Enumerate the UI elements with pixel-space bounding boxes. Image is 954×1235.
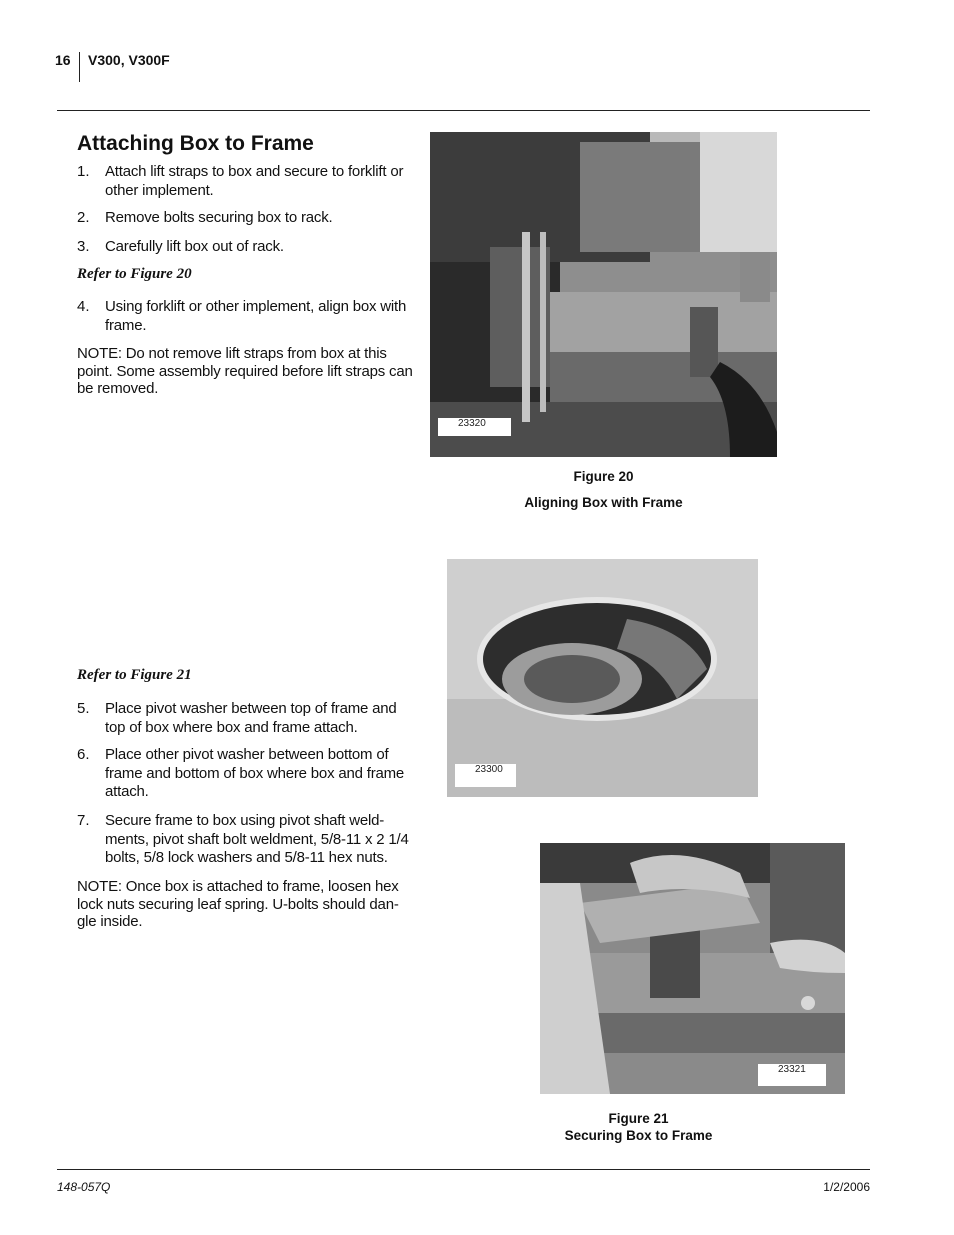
photo-id-tag: 23321 <box>758 1064 826 1086</box>
step-2 <box>77 209 417 228</box>
figure-21-photo <box>540 843 845 1094</box>
photo-id-tag: 23320 <box>438 418 511 436</box>
section-title: Attaching Box to Frame <box>77 132 314 155</box>
header-rule <box>57 110 870 111</box>
document-date: 1/2/2006 <box>823 1180 870 1194</box>
step-text: Place other pivot washer between bottom of frame and bottom of box where box and frame attach. <box>105 746 405 800</box>
step-number: 6. <box>77 746 90 763</box>
page-number: 16 <box>55 52 71 68</box>
step-text: Using forklift or other implement, align box with frame. <box>105 298 407 334</box>
figure-reference: Refer to Figure 21 <box>77 667 192 683</box>
step-1 <box>77 163 417 200</box>
note-leaf-spring: NOTE: Once box is attached to frame, loosen hex lock nuts securing leaf spring. U-bolts should dan-gle inside. <box>77 878 399 930</box>
figure-21-label: Figure 21 <box>608 1111 669 1126</box>
document-title: V300, V300F <box>88 52 170 68</box>
figure-20-caption: Aligning Box with Frame <box>524 495 683 510</box>
step-7 <box>77 812 417 868</box>
step-text: Secure frame to box using pivot shaft weld-ments, pivot shaft bolt weldment, 5/8-11 x 2 1/4 bolts, 5/8 lock washers and 5/8-11 hex nuts. <box>105 812 409 866</box>
step-text: Remove bolts securing box to rack. <box>105 209 333 226</box>
step-number: 2. <box>77 209 90 226</box>
step-number: 4. <box>77 298 90 315</box>
step-4 <box>77 298 417 335</box>
step-number: 1. <box>77 163 90 180</box>
step-text: Attach lift straps to box and secure to forklift or other implement. <box>105 163 404 199</box>
pivot-hole-photo <box>447 559 758 797</box>
figure-reference: Refer to Figure 20 <box>77 266 192 282</box>
figure-20-label: Figure 20 <box>573 469 634 484</box>
figure-21-caption: Securing Box to Frame <box>564 1128 713 1143</box>
step-number: 5. <box>77 700 90 717</box>
header-divider <box>79 52 80 82</box>
step-number: 3. <box>77 238 90 255</box>
note-lift-straps: NOTE: Do not remove lift straps from box at this point. Some assembly required before lift straps can be removed. <box>77 345 413 397</box>
figure-20-photo <box>430 132 777 457</box>
footer-rule <box>57 1169 870 1170</box>
step-text: Carefully lift box out of rack. <box>105 238 284 255</box>
step-3 <box>77 238 417 257</box>
step-text: Place pivot washer between top of frame and top of box where box and frame attach. <box>105 700 397 736</box>
step-number: 7. <box>77 812 90 829</box>
photo-id-tag: 23300 <box>455 764 516 787</box>
step-5 <box>77 700 417 737</box>
step-6 <box>77 746 417 802</box>
document-number: 148-057Q <box>57 1180 111 1194</box>
